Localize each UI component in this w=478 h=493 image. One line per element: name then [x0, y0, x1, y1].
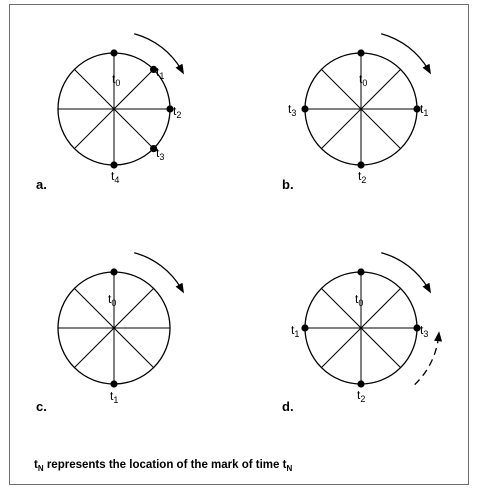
time-mark-label: $t_4$	[111, 169, 120, 185]
panel-label: b.	[282, 177, 294, 192]
time-mark-label: $t_1$	[291, 323, 300, 339]
time-mark-label: $t_0$	[108, 292, 117, 308]
panel-b	[282, 34, 429, 192]
time-mark-label: $t_2$	[173, 104, 182, 120]
time-mark-dot	[357, 268, 364, 275]
time-mark-dot	[301, 324, 308, 331]
time-mark-label: $t_2$	[358, 169, 367, 185]
time-mark-label: $t_3$	[420, 323, 429, 339]
time-mark-label: $t_1$	[110, 389, 119, 405]
time-mark-label: $t_2$	[357, 388, 366, 404]
rotation-arrow	[381, 253, 428, 289]
panel-c	[36, 253, 182, 414]
time-mark-dot	[357, 161, 364, 168]
panel-label: a.	[36, 177, 47, 192]
time-mark-dot	[301, 105, 308, 112]
time-mark-label: $t_3$	[156, 146, 165, 162]
apparent-rotation-arrow	[415, 336, 439, 384]
time-mark-dot	[110, 161, 117, 168]
time-mark-label: $t_0$	[359, 72, 368, 88]
figure-border	[10, 5, 469, 485]
caption: $t_N$ represents the location of the mark of time $t_N$	[34, 459, 293, 473]
time-mark-label: $t_1$	[420, 102, 429, 118]
time-mark-dot	[110, 49, 117, 56]
panel-a	[36, 34, 182, 192]
panel-label: c.	[36, 399, 47, 414]
rotation-arrow	[134, 253, 181, 289]
time-mark-label: $t_0$	[355, 292, 364, 308]
time-mark-dot	[110, 268, 117, 275]
time-mark-dot	[357, 49, 364, 56]
time-mark-label: $t_1$	[156, 65, 165, 81]
time-mark-label: $t_0$	[112, 72, 121, 88]
time-mark-label: $t_3$	[288, 102, 297, 118]
time-mark-dot	[110, 380, 117, 387]
panel-label: d.	[282, 399, 294, 414]
time-mark-dot	[357, 380, 364, 387]
rotation-arrow	[381, 34, 428, 70]
panel-d	[282, 253, 439, 414]
